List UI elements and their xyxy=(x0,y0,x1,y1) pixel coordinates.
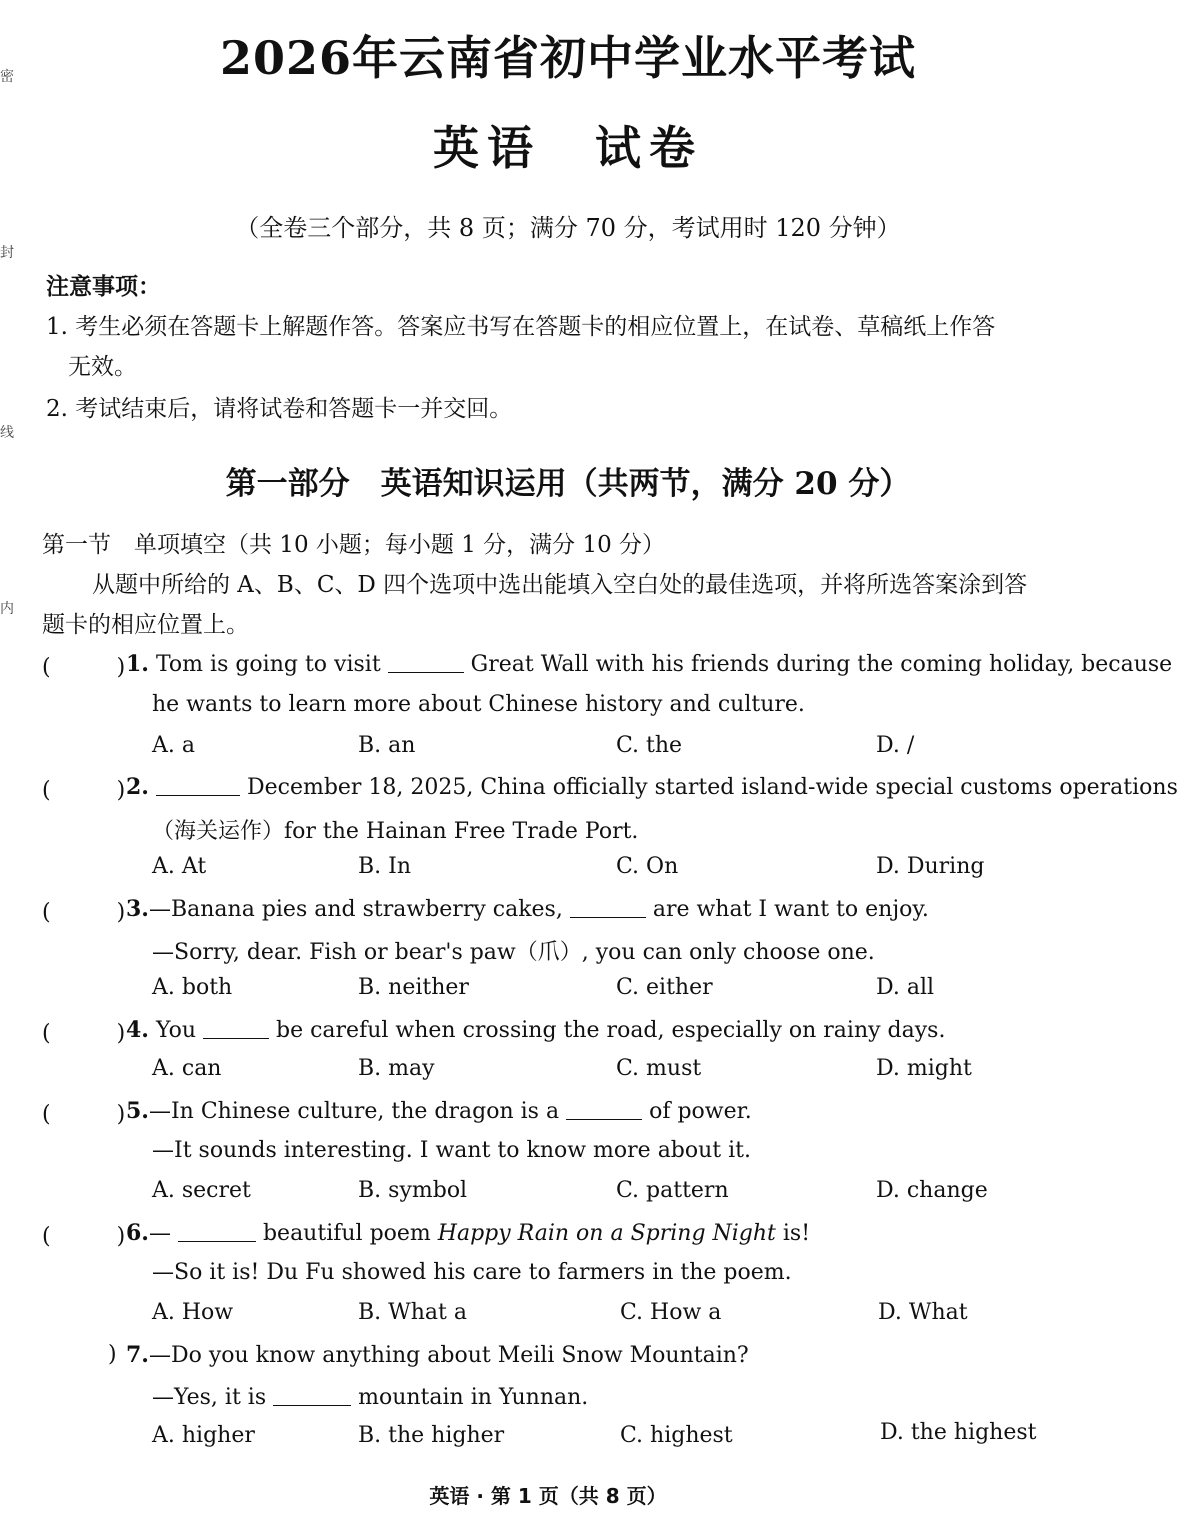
option-d[interactable]: D. all xyxy=(876,975,935,1000)
option-a[interactable]: A. both xyxy=(152,975,233,1000)
question-stem-cont: —It sounds interesting. I want to know more about it. xyxy=(152,1138,752,1163)
answer-bracket[interactable]: ) xyxy=(108,1342,117,1367)
question-number: 5. xyxy=(126,1098,149,1124)
margin-char: 密 xyxy=(0,69,14,85)
question-number: 1. xyxy=(126,651,149,677)
option-b[interactable]: B. symbol xyxy=(358,1178,468,1203)
answer-blank[interactable] xyxy=(156,773,240,796)
option-d[interactable]: D. / xyxy=(876,733,915,758)
question-stem: 4. You be careful when crossing the road, especially on rainy days. xyxy=(126,1017,946,1043)
option-b[interactable]: B. neither xyxy=(358,975,469,1000)
answer-bracket[interactable]: ( ) xyxy=(42,900,126,925)
poem-title: Happy Rain on a Spring Night xyxy=(437,1221,776,1246)
margin-char: 封 xyxy=(0,245,14,261)
notice-item-1: 1. 考生必须在答题卡上解题作答。答案应书写在答题卡的相应位置上，在试卷、草稿纸上作答 xyxy=(46,314,996,340)
exam-title: 2026年云南省初中学业水平考试 xyxy=(219,31,917,85)
question-stem: 3.—Banana pies and strawberry cakes, are what I want to enjoy. xyxy=(126,896,929,922)
option-a[interactable]: A. a xyxy=(152,733,195,758)
question-stem-cont: he wants to learn more about Chinese history and culture. xyxy=(152,692,805,717)
answer-blank[interactable] xyxy=(570,895,646,918)
option-b[interactable]: B. In xyxy=(358,854,412,879)
option-a[interactable]: A. How xyxy=(152,1300,234,1325)
margin-char: 线 xyxy=(0,425,14,441)
option-b[interactable]: B. an xyxy=(358,733,416,758)
question-number: 2. xyxy=(126,774,149,800)
answer-bracket[interactable]: ( ) xyxy=(42,1224,126,1249)
margin-char: 内 xyxy=(0,601,14,617)
question-stem: 2. December 18, 2025, China officially started island-wide special customs operations xyxy=(126,774,1178,800)
option-d[interactable]: D. might xyxy=(876,1056,972,1081)
option-c[interactable]: C. pattern xyxy=(616,1178,729,1203)
question-stem: 5.—In Chinese culture, the dragon is a of power. xyxy=(126,1098,752,1124)
notice-heading: 注意事项： xyxy=(46,273,161,300)
answer-bracket[interactable]: ( ) xyxy=(42,655,126,680)
option-c[interactable]: C. On xyxy=(616,854,679,879)
notice-item-2: 2. 考试结束后，请将试卷和答题卡一并交回。 xyxy=(46,396,513,422)
section-title: 第一节 单项填空（共 10 小题；每小题 1 分，满分 10 分） xyxy=(42,532,666,558)
option-c[interactable]: C. must xyxy=(616,1056,702,1081)
answer-bracket[interactable]: ( ) xyxy=(42,1021,126,1046)
question-stem: 1. Tom is going to visit Great Wall with his friends during the coming holiday, because xyxy=(126,651,1173,677)
answer-bracket[interactable]: ( ) xyxy=(42,778,126,803)
instruction: 从题中所给的 A、B、C、D 四个选项中选出能填入空白处的最佳选项，并将所选答案涂到答 xyxy=(92,572,1028,598)
option-a[interactable]: A. At xyxy=(152,854,207,879)
answer-bracket[interactable]: ( ) xyxy=(42,1102,126,1127)
exam-subtitle: 英语 试卷 xyxy=(433,121,703,175)
option-b[interactable]: B. may xyxy=(358,1056,435,1081)
question-stem-cont: —Sorry, dear. Fish or bear's paw（爪）, you can only choose one. xyxy=(152,940,875,965)
option-b[interactable]: B. What a xyxy=(358,1300,468,1325)
answer-blank[interactable] xyxy=(566,1097,642,1120)
option-c[interactable]: C. either xyxy=(616,975,713,1000)
option-d[interactable]: D. During xyxy=(876,854,985,879)
option-a[interactable]: A. can xyxy=(152,1056,222,1081)
question-stem: 7.—Do you know anything about Meili Snow Mountain? xyxy=(126,1342,749,1368)
answer-blank[interactable] xyxy=(178,1219,256,1242)
option-c[interactable]: C. How a xyxy=(620,1300,722,1325)
option-a[interactable]: A. higher xyxy=(152,1423,255,1448)
instruction-cont: 题卡的相应位置上。 xyxy=(42,612,249,638)
question-number: 4. xyxy=(126,1017,149,1043)
option-b[interactable]: B. the higher xyxy=(358,1423,505,1448)
question-stem: 6.— beautiful poem Happy Rain on a Spring Night is! xyxy=(126,1220,811,1246)
option-d[interactable]: D. What xyxy=(878,1300,968,1325)
part-title: 第一部分 英语知识运用（共两节，满分 20 分） xyxy=(225,466,911,502)
option-c[interactable]: C. the xyxy=(616,733,683,758)
question-stem-cont: —So it is! Du Fu showed his care to farmers in the poem. xyxy=(152,1260,792,1285)
answer-blank[interactable] xyxy=(388,650,464,673)
question-stem-cont: —Yes, it is mountain in Yunnan. xyxy=(152,1385,589,1410)
question-stem-cont: （海关运作）for the Hainan Free Trade Port. xyxy=(152,819,639,844)
answer-blank[interactable] xyxy=(203,1016,269,1039)
question-number: 7. xyxy=(126,1342,149,1368)
answer-blank[interactable] xyxy=(273,1383,351,1406)
option-c[interactable]: C. highest xyxy=(620,1423,733,1448)
option-d[interactable]: D. change xyxy=(876,1178,988,1203)
page-footer: 英语 · 第 1 页（共 8 页） xyxy=(429,1484,667,1508)
notice-item-1-cont: 无效。 xyxy=(68,354,137,380)
question-number: 6. xyxy=(126,1220,149,1246)
exam-meta: （全卷三个部分，共 8 页；满分 70 分，考试用时 120 分钟） xyxy=(235,214,901,242)
option-a[interactable]: A. secret xyxy=(152,1178,251,1203)
option-d[interactable]: D. the highest xyxy=(880,1420,1037,1445)
question-number: 3. xyxy=(126,896,149,922)
